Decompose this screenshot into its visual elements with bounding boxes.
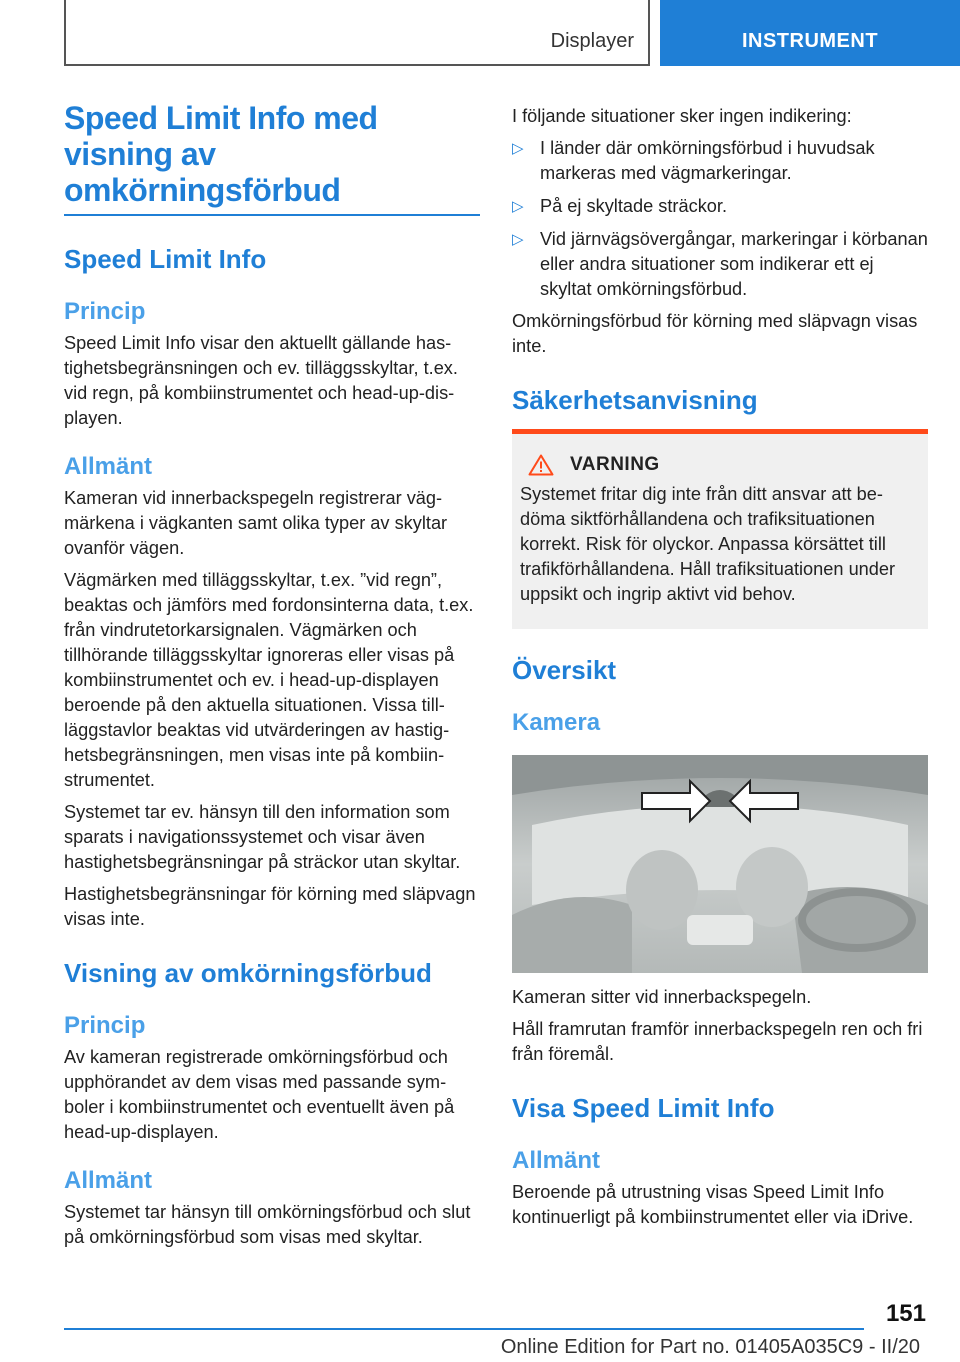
heading-visning-av-omkorningsforbud: Visning av omkörningsförbud [64, 958, 432, 988]
paragraph: Systemet tar hänsyn till omkörningsförbud och slut på omkörningsförbud som visas med skyltar. [64, 1202, 471, 1247]
paragraph: I följande situationer sker ingen indikering: [512, 106, 852, 126]
heading-sakerhetsanvisning: Säkerhetsanvisning [512, 385, 758, 415]
list-item-text: På ej skyltade sträckor. [540, 196, 728, 216]
warning-label: VARNING [570, 454, 660, 475]
heading-allmant: Allmänt [512, 1147, 601, 1174]
list-item [512, 136, 928, 186]
bullet-list [512, 136, 928, 302]
heading-allmant: Allmänt [64, 1167, 153, 1194]
paragraph: Hastighetsbegränsningar för körning med släpvagn visas inte. [64, 884, 476, 929]
heading-allmant: Allmänt [64, 453, 153, 480]
page-title [64, 100, 480, 208]
page-title-line: omkörningsförbud [64, 172, 341, 208]
heading-princip: Princip [64, 1012, 146, 1039]
paragraph: Kameran vid innerbackspegeln registrerar vägmärkena i vägkanten samt olika typer av skyltar ovanför vägen. [64, 488, 448, 558]
paragraph: Speed Limit Info visar den aktuellt gällande hastighetsbegränsningen och ev. tilläggsskyltar, t.ex. vid regn, på kombiinstrumentet och head-up-displayen. [64, 333, 458, 428]
list-item [512, 227, 928, 302]
heading-visa-speed-limit-info: Visa Speed Limit Info [512, 1093, 775, 1123]
footer-edition: Online Edition for Part no. 01405A035C9 - II/20 [500, 1336, 920, 1358]
paragraph: Vägmärken med tilläggsskyltar, t.ex. ”vid regn”, beaktas och jämförs med fordonsinterna data, t.ex. från vindrutetorkarsignalen. Vägmärken och tillhörande tilläggsskyltar ignoreras eller visas på kombiinstrumentet och ev. i head-up-displayen beroende på den aktuella situationen. Vissa tillläggstavlor beaktas vid utvärderingen av hastighetsbegränsningen, men visas inte på kombiinstrumentet. [64, 570, 474, 790]
paragraph: Omkörningsförbud för körning med släpvagn visas inte. [512, 311, 918, 356]
chapter-title: INSTRUMENT [741, 30, 879, 52]
paragraph: Systemet tar ev. hänsyn till den information som sparats i navigationssystemet och visar även hastighetsbegränsningar på sträckor utan skyltar. [64, 802, 461, 872]
triangle-bullet-icon: ▷ [512, 231, 524, 248]
list-item-text: Vid järnvägsövergångar, markeringar i körbanan eller andra situationer som indikerar ett ej skyltat omkörningsförbud. [540, 229, 928, 299]
right-column [512, 104, 928, 1230]
heading-speed-limit-info: Speed Limit Info [64, 244, 267, 274]
title-divider [64, 214, 480, 216]
warning-triangle-icon [528, 454, 554, 476]
warning-text: Systemet fritar dig inte från ditt ansvar att bedöma siktförhållandena och trafiksituationen korrekt. Risk för olyckor. Anpassa körsättet till trafikförhållandena. Håll trafiksituationen under uppsikt och ingrip aktivt vid behov. [520, 484, 896, 604]
paragraph: Håll framrutan framför innerbackspegeln ren och fri från föremål. [512, 1019, 923, 1064]
heading-princip: Princip [64, 298, 146, 325]
page-title-line: Speed Limit Info med [64, 100, 378, 136]
page-title-line: visning av [64, 136, 216, 172]
page-number: 151 [885, 1300, 926, 1327]
warning-header [520, 454, 920, 476]
triangle-bullet-icon: ▷ [512, 198, 524, 215]
list-item-text: I länder där omkörningsförbud i huvudsak markeras med vägmarkeringar. [540, 138, 875, 183]
left-column [64, 100, 480, 1250]
warning-box [512, 429, 928, 629]
camera-location-image [512, 755, 928, 973]
image-caption: Kameran sitter vid innerbackspegeln. [512, 987, 812, 1007]
paragraph: Beroende på utrustning visas Speed Limit Info kontinuerligt på kombiinstrumentet eller via iDrive. [512, 1182, 914, 1227]
heading-kamera: Kamera [512, 709, 601, 736]
footer-divider [64, 1328, 864, 1330]
list-item [512, 194, 928, 219]
heading-oversikt: Översikt [512, 655, 617, 685]
section-title: Displayer [550, 30, 634, 52]
triangle-bullet-icon: ▷ [512, 140, 524, 157]
header-chapter-tab [660, 0, 960, 66]
header-section-tab [64, 0, 650, 66]
paragraph: Av kameran registrerade omkörningsförbud och upphörandet av dem visas med passande symboler i kombiinstrumentet och eventuellt även på head-up-displayen. [64, 1047, 455, 1142]
